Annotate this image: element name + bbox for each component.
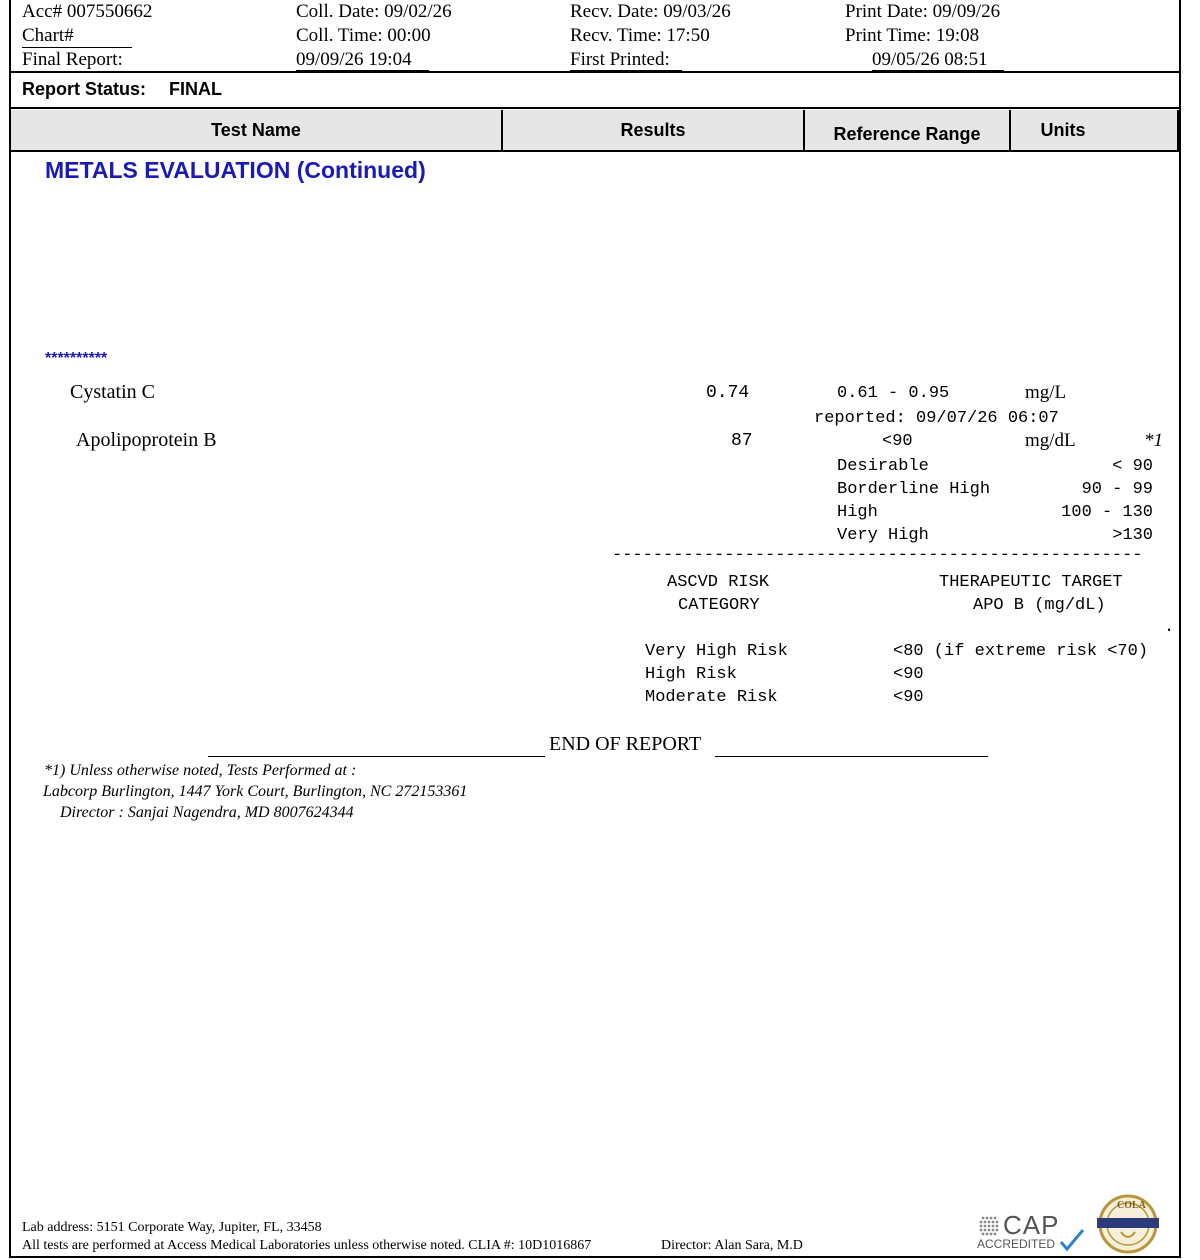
dashed-divider: ---------------------------------------------------- (612, 546, 1143, 565)
test-result: 87 (731, 431, 753, 451)
column-header-units: Units (1040, 120, 1086, 140)
clia-statement: All tests are performed at Access Medical Laboratories unless otherwise noted. CLIA #: 10D1016867 (22, 1238, 592, 1253)
reported-datetime: reported: 09/07/26 06:07 (814, 409, 1059, 428)
test-unit: mg/dL (1025, 430, 1076, 451)
range-value: < 90 (1112, 457, 1153, 476)
risk-header: CATEGORY (678, 596, 760, 615)
footnote-line: Director : Sanjai Nagendra, MD 8007624344 (60, 804, 354, 821)
dot-mark: . (1164, 618, 1175, 637)
cola-accredited-seal (1093, 1194, 1163, 1254)
column-header-reference-range: Reference Range (833, 124, 981, 144)
report-status-label: Report Status: (22, 79, 147, 99)
collection-date: Coll. Date: 09/02/26 (296, 1, 452, 22)
test-name: Apolipoprotein B (76, 429, 217, 451)
risk-category: Moderate Risk (645, 688, 778, 707)
underline (22, 47, 132, 48)
print-date: Print Date: 09/09/26 (845, 1, 1001, 22)
risk-category: High Risk (645, 665, 737, 684)
reference-range: 0.61 - 0.95 (837, 384, 950, 403)
received-time: Recv. Time: 17:50 (570, 25, 710, 46)
report-status-row (11, 71, 1179, 109)
footnote-line: Labcorp Burlington, 1447 York Court, Burlington, NC 272153361 (43, 783, 468, 800)
cap-logo-subtext: ACCREDITED (977, 1237, 1056, 1251)
risk-target: <90 (893, 665, 924, 684)
chart-number: Chart# (22, 25, 74, 46)
target-header: APO B (mg/dL) (973, 596, 1106, 615)
collection-time: Coll. Time: 00:00 (296, 25, 431, 46)
range-label: Desirable (837, 457, 929, 476)
column-divider (1177, 110, 1179, 150)
range-label: High (837, 503, 878, 522)
footnote-line: *1) Unless otherwise noted, Tests Performed at : (44, 762, 357, 779)
test-unit: mg/L (1025, 382, 1067, 403)
column-header-test-name: Test Name (211, 120, 301, 140)
section-separator-stars: ********** (45, 350, 108, 367)
section-title: METALS EVALUATION (Continued) (45, 157, 426, 183)
range-value: 100 - 130 (1061, 503, 1153, 522)
risk-header: ASCVD RISK (667, 573, 770, 592)
first-printed-datetime: 09/05/26 08:51 (872, 49, 988, 70)
column-header-row (11, 110, 1179, 152)
lab-address: Lab address: 5151 Corporate Way, Jupiter, FL, 33458 (22, 1220, 322, 1235)
cap-logo-text: CAP (1003, 1210, 1060, 1240)
lab-director: Director: Alan Sara, M.D (661, 1238, 803, 1253)
final-report-datetime: 09/09/26 19:04 (296, 49, 412, 70)
final-report-label: Final Report: (22, 49, 123, 70)
range-value: 90 - 99 (1081, 480, 1153, 499)
report-page (9, 0, 1181, 1258)
first-printed-label: First Printed: (570, 49, 670, 70)
report-status-value: FINAL (169, 79, 222, 99)
column-header-results: Results (620, 120, 686, 140)
risk-target: <80 (if extreme risk <70) (893, 642, 1149, 661)
print-time: Print Time: 19:08 (845, 25, 980, 46)
target-header: THERAPEUTIC TARGET (939, 573, 1123, 592)
end-of-report-text: END OF REPORT (549, 733, 702, 755)
cap-accredited-logo (977, 1212, 1089, 1252)
range-value: >130 (1112, 526, 1153, 545)
risk-target: <90 (893, 688, 924, 707)
range-label: Borderline High (837, 480, 991, 499)
end-line-right (715, 756, 988, 757)
accession-number: Acc# 007550662 (22, 1, 153, 22)
test-name: Cystatin C (70, 381, 156, 403)
cola-seal-text: COLA (1117, 1200, 1146, 1211)
test-result: 0.74 (706, 383, 750, 403)
risk-category: Very High Risk (645, 642, 788, 661)
range-label: Very High (837, 526, 929, 545)
end-line-left (208, 756, 545, 757)
footnote-flag: *1 (1144, 430, 1163, 451)
received-date: Recv. Date: 09/03/26 (570, 1, 731, 22)
reference-range: <90 (882, 432, 913, 451)
